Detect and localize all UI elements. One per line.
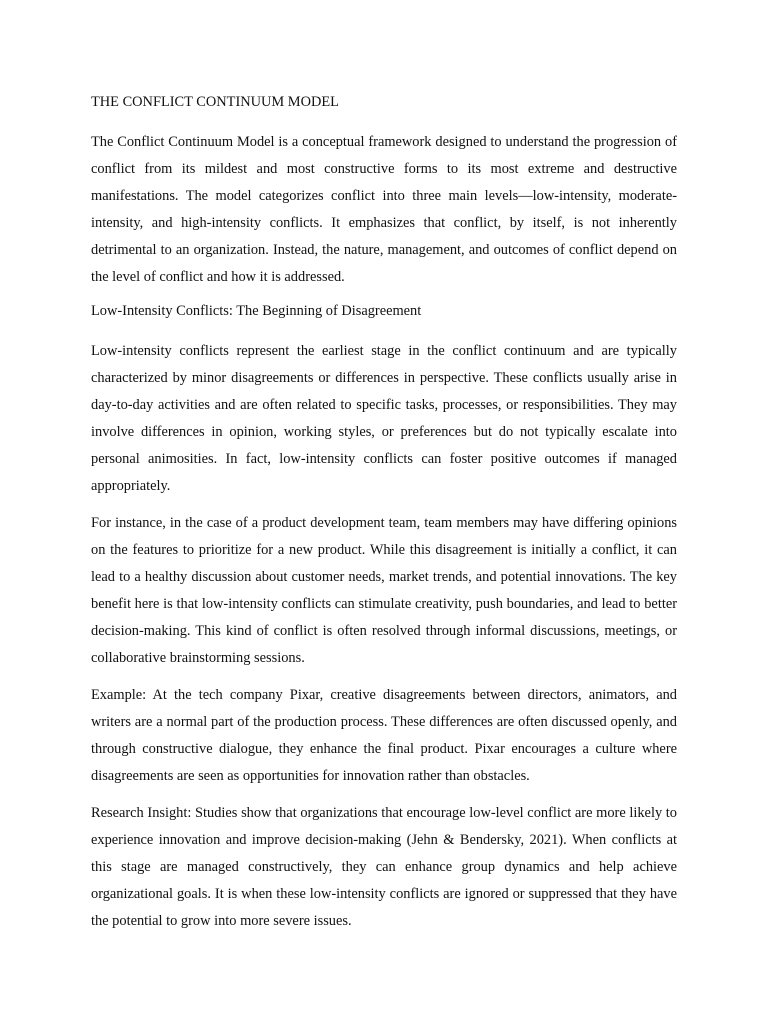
research-insight-paragraph: Research Insight: Studies show that organizations that encourage low-level conflict are more likely to experience innovation and improve decision-making (Jehn & Bendersky, 2021). When conflicts at this stage are managed constructively, they can enhance group dynamics and help achieve organizational goals. It is when these low-intensity conflicts are ignored or suppressed that they have the potential to grow into more severe issues. <box>91 805 677 929</box>
intro-paragraph: The Conflict Continuum Model is a conceptual framework designed to understand the progression of conflict from its mildest and most constructive forms to its most extreme and destructive manifestations. The model categorizes conflict into three main levels—low-intensity, moderate-intensity, and high-intensity conflicts. It emphasizes that conflict, by itself, is not inherently detrimental to an organization. Instead, the nature, management, and outcomes of conflict depend on the level of conflict and how it is addressed. <box>91 134 677 285</box>
body-paragraph: For instance, in the case of a product development team, team members may have differing opinions on the features to prioritize for a new product. While this disagreement is initially a conflict, it can lead to a healthy discussion about customer needs, market trends, and potential innovations. The key benefit here is that low-intensity conflicts can stimulate creativity, push boundaries, and lead to better decision-making. This kind of conflict is often resolved through informal discussions, meetings, or collaborative brainstorming sessions. <box>91 515 677 666</box>
document-title: THE CONFLICT CONTINUUM MODEL <box>91 94 339 110</box>
document-page <box>91 92 677 945</box>
body-paragraph: Low-intensity conflicts represent the earliest stage in the conflict continuum and are typically characterized by minor disagreements or differences in perspective. These conflicts usually arise in day-to-day activities and are often related to specific tasks, processes, or responsibilities. They may involve differences in opinion, working styles, or preferences but do not typically escalate into personal animosities. In fact, low-intensity conflicts can foster positive outcomes if managed appropriately. <box>91 343 677 494</box>
example-paragraph: Example: At the tech company Pixar, creative disagreements between directors, animators, and writers are a normal part of the production process. These differences are often discussed openly, and through constructive dialogue, they enhance the final product. Pixar encourages a culture where disagreements are seen as opportunities for innovation rather than obstacles. <box>91 687 677 784</box>
section-heading: Low-Intensity Conflicts: The Beginning of Disagreement <box>91 303 422 319</box>
